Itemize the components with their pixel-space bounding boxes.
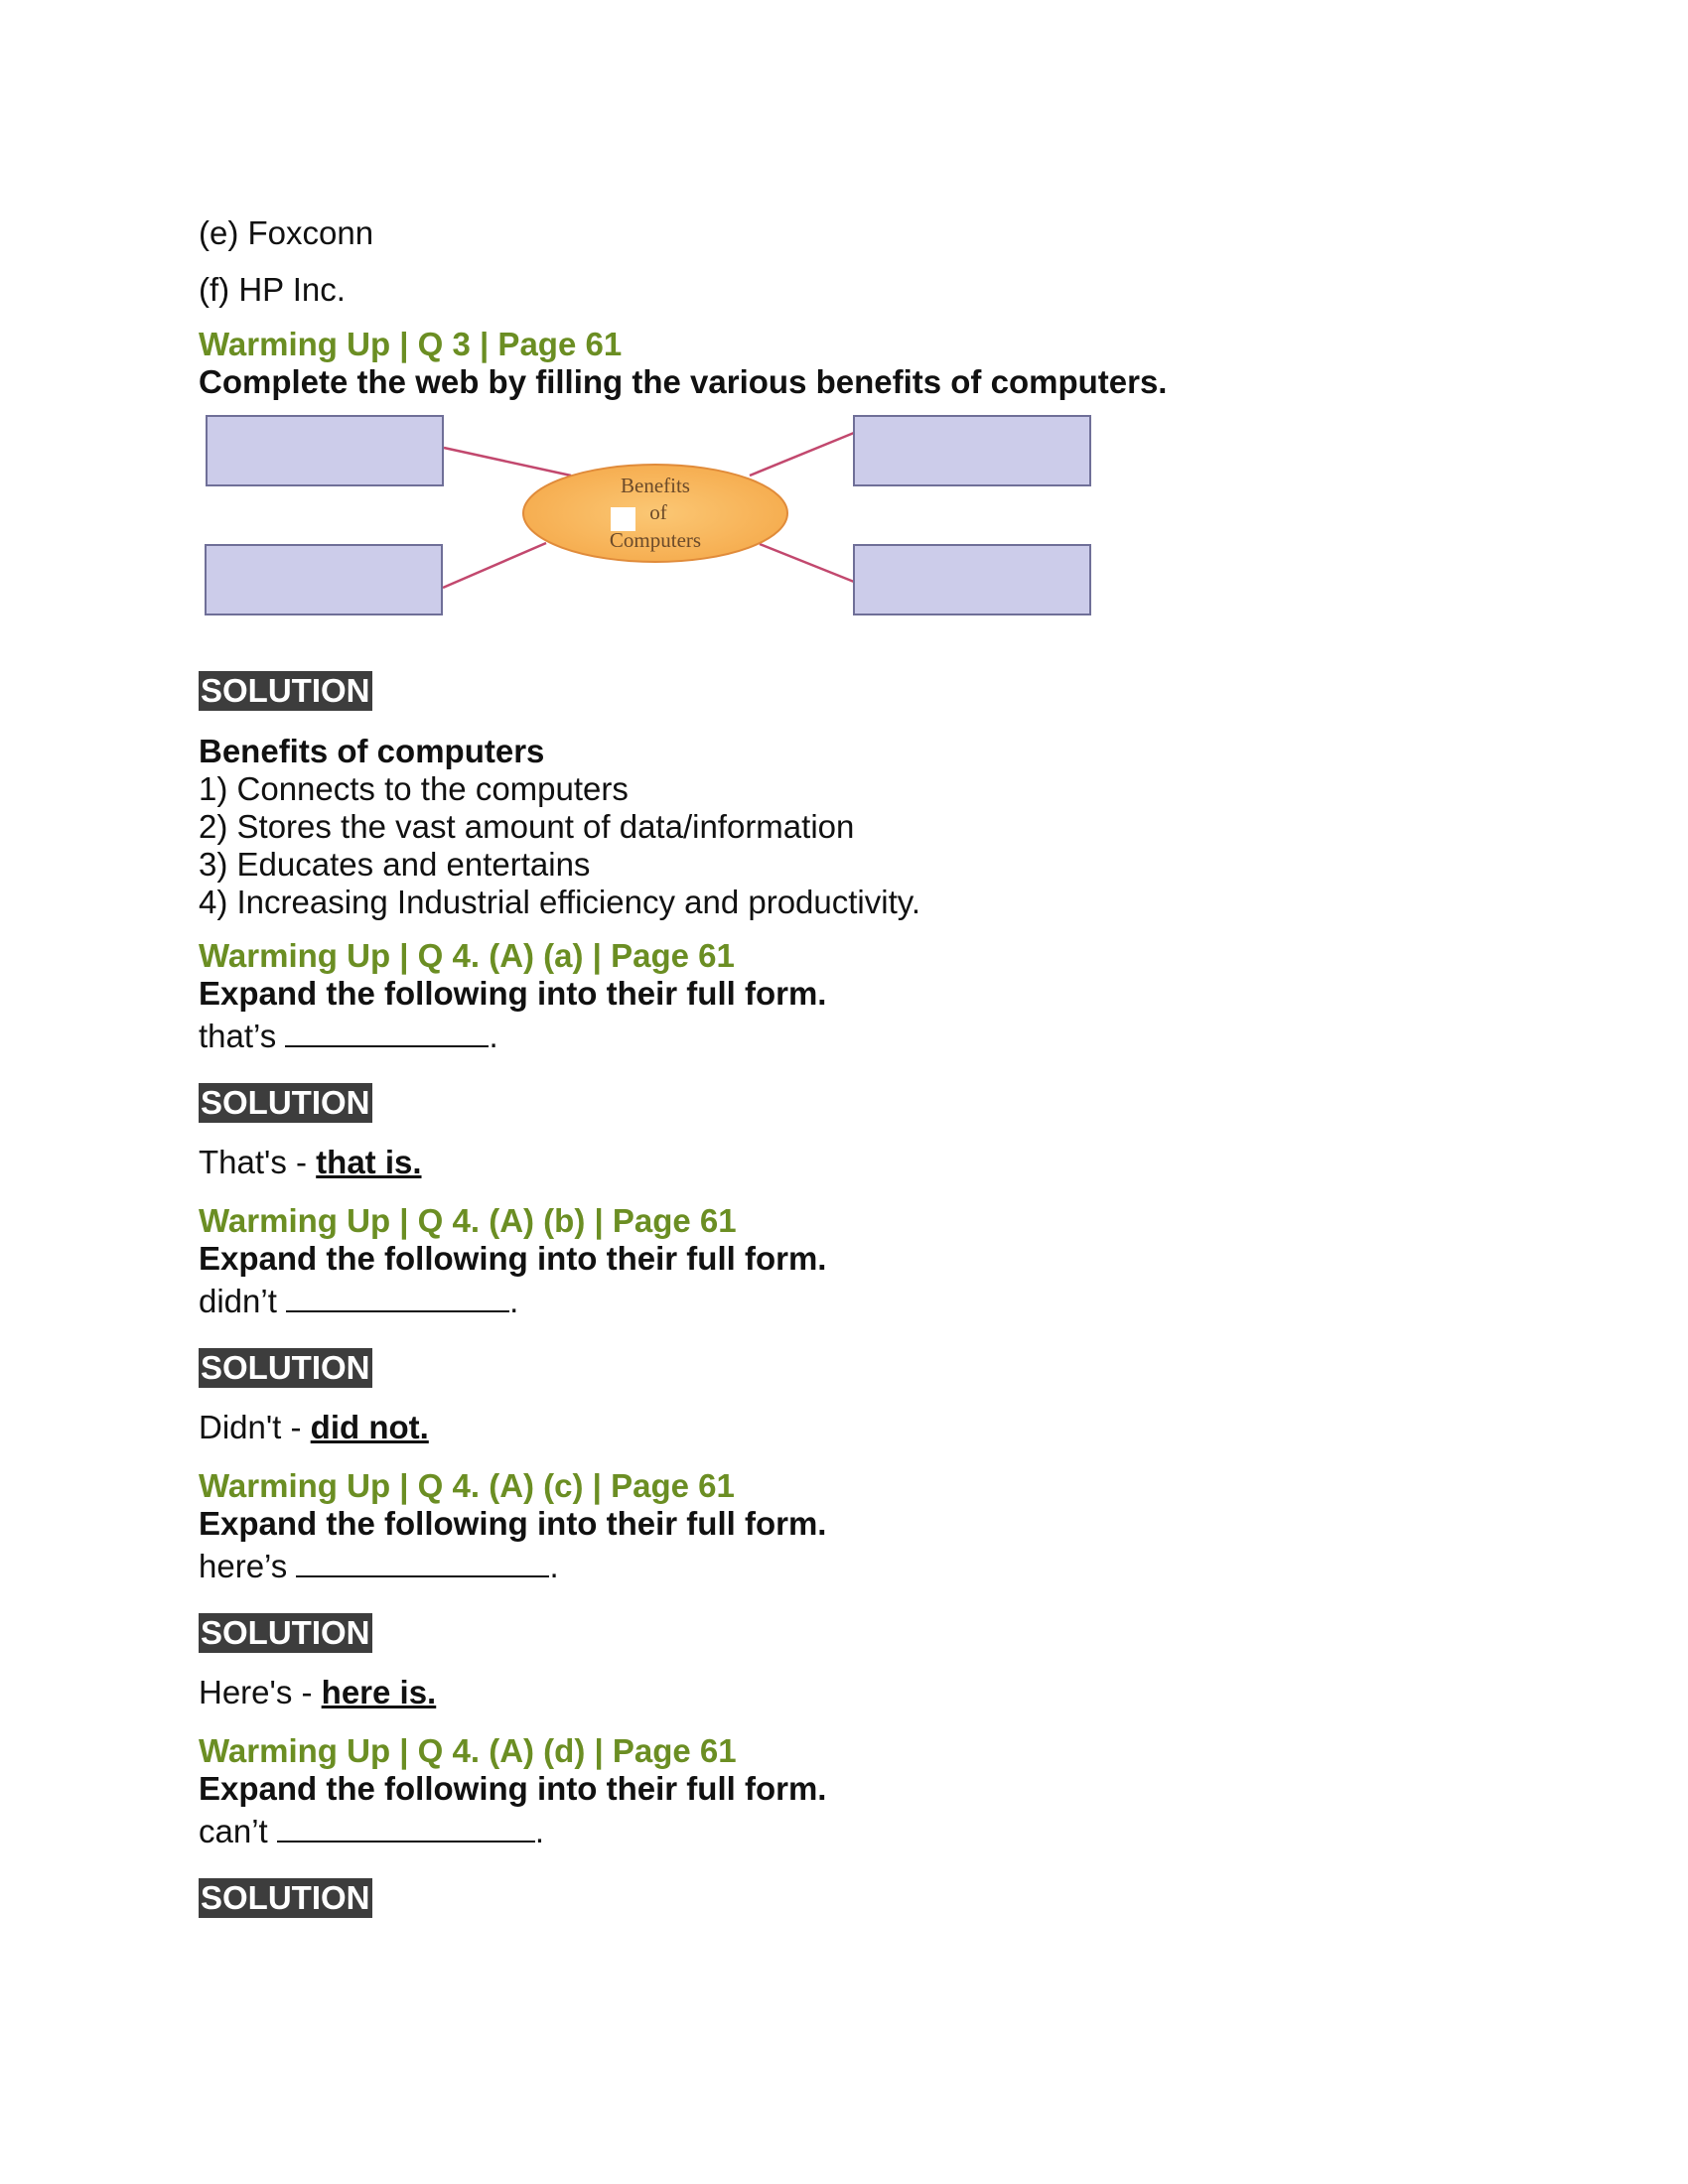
q4c-answer — [199, 1673, 1489, 1712]
center-label-line1: Benefits — [621, 474, 690, 498]
prompt-word: didn’t — [199, 1282, 277, 1319]
q4c-question: Expand the following into their full form. — [199, 1504, 827, 1542]
q4b-heading: Warming Up | Q 4. (A) (b) | Page 61 — [199, 1201, 737, 1239]
q4b-question: Expand the following into their full form. — [199, 1239, 827, 1277]
web-diagram-svg — [199, 411, 1112, 644]
q4a-question: Expand the following into their full form. — [199, 974, 827, 1012]
q3-heading: Warming Up | Q 3 | Page 61 — [199, 326, 623, 363]
option-e: (e) Foxconn — [199, 214, 374, 251]
q4d-heading: Warming Up | Q 4. (A) (d) | Page 61 — [199, 1731, 737, 1769]
benefit-box-top-right — [854, 416, 1090, 485]
list-item: 3) Educates and entertains — [199, 845, 591, 883]
center-label-line2: of — [649, 500, 667, 525]
answer-text: that is. — [316, 1144, 422, 1181]
answer-blank — [285, 1013, 489, 1047]
q4b-section — [199, 1202, 1489, 1447]
answer-blank — [277, 1808, 535, 1843]
connector-bottom-right — [760, 544, 854, 582]
answer-blank — [296, 1543, 549, 1577]
q4c-heading: Warming Up | Q 4. (A) (c) | Page 61 — [199, 1466, 735, 1504]
q4b-answer — [199, 1408, 1489, 1447]
benefits-list — [199, 733, 1489, 921]
q4a-heading: Warming Up | Q 4. (A) (a) | Page 61 — [199, 936, 735, 974]
q4d-question: Expand the following into their full form. — [199, 1769, 827, 1807]
benefits-list-title: Benefits of computers — [199, 733, 545, 770]
answer-prefix: That's - — [199, 1144, 317, 1181]
q3-question: Complete the web by filling the various benefits of computers. — [199, 363, 1168, 401]
q4a-section — [199, 937, 1489, 1182]
solution-badge: SOLUTION — [201, 1614, 370, 1652]
benefits-web-diagram — [199, 411, 1112, 644]
benefit-box-top-left — [207, 416, 443, 485]
answer-prefix: Here's - — [199, 1674, 322, 1711]
q4d-section — [199, 1732, 1489, 1918]
q4d-prompt: can’t . — [199, 1808, 1489, 1851]
connector-top-right — [750, 433, 854, 476]
q4a-answer — [199, 1143, 1489, 1182]
solution-badge: SOLUTION — [201, 672, 370, 710]
q4c-section — [199, 1467, 1489, 1712]
list-item: 1) Connects to the computers — [199, 770, 629, 807]
q4c-prompt: here’s . — [199, 1543, 1489, 1586]
answer-text: here is. — [321, 1674, 437, 1711]
option-f: (f) HP Inc. — [199, 270, 346, 308]
solution-badge: SOLUTION — [201, 1879, 370, 1917]
prompt-word: here’s — [199, 1547, 288, 1584]
solution-badge: SOLUTION — [201, 1349, 370, 1387]
q3-section — [199, 326, 1489, 921]
benefit-box-bottom-left — [206, 545, 442, 614]
list-item: 4) Increasing Industrial efficiency and productivity. — [199, 883, 920, 920]
solution-badge: SOLUTION — [201, 1084, 370, 1122]
answer-blank — [286, 1278, 509, 1312]
connector-bottom-left — [443, 543, 546, 588]
center-label-line3: Computers — [609, 528, 702, 553]
answer-text: did not. — [310, 1409, 429, 1446]
q4b-prompt: didn’t . — [199, 1278, 1489, 1321]
benefit-box-bottom-right — [854, 545, 1090, 614]
q4a-prompt: that’s . — [199, 1013, 1489, 1056]
prompt-word: that’s — [199, 1017, 277, 1054]
answer-prefix: Didn't - — [199, 1409, 311, 1446]
prompt-word: can’t — [199, 1812, 268, 1849]
list-item: 2) Stores the vast amount of data/information — [199, 807, 855, 845]
connector-top-left — [444, 448, 571, 476]
document-page — [199, 213, 1489, 1918]
